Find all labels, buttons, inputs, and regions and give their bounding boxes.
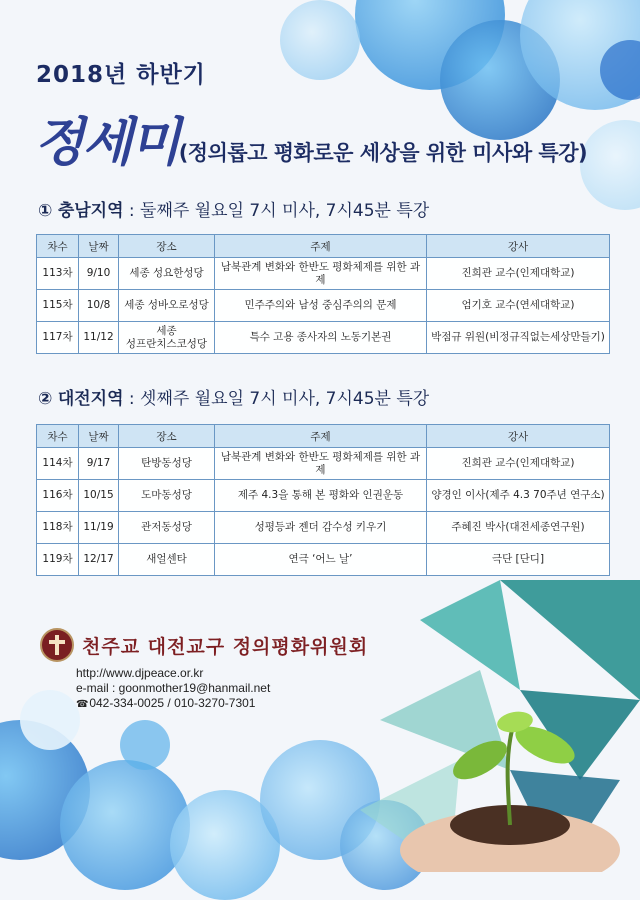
cell-place: 관저동성당 (119, 512, 215, 544)
table-row (37, 322, 610, 354)
column-header-number: 차수 (37, 235, 79, 258)
schedule-table-daejeon (36, 424, 610, 576)
table-header-row (37, 235, 610, 258)
cell-date: 10/15 (79, 480, 119, 512)
bubble-decoration (60, 760, 190, 890)
phone-icon: ☎ (76, 699, 89, 710)
table-row (37, 448, 610, 480)
subtitle: 2018년 하반기 (36, 62, 206, 88)
cell-topic: 연극 ‘어느 날’ (215, 544, 427, 576)
column-header-number: 차수 (37, 425, 79, 448)
column-header-lecturer: 강사 (427, 425, 610, 448)
table-row (37, 544, 610, 576)
cell-place: 세종 성요한성당 (119, 258, 215, 290)
table-row (37, 480, 610, 512)
cell-lecturer: 진희관 교수(인제대학교) (427, 258, 610, 290)
title-block (34, 100, 587, 175)
cell-lecturer: 양경인 이사(제주 4.3 70주년 연구소) (427, 480, 610, 512)
cell-topic: 남북관계 변화와 한반도 평화체제를 위한 과제 (215, 258, 427, 290)
bubble-decoration (20, 690, 80, 750)
table-header-row (37, 425, 610, 448)
cell-date: 11/12 (79, 322, 119, 354)
table-row (37, 290, 610, 322)
cell-place: 세종 성바오로성당 (119, 290, 215, 322)
section-region: 대전지역 (57, 389, 124, 409)
contact-info (76, 666, 270, 712)
organization-name: 천주교 대전교구 정의평화위원회 (82, 635, 369, 658)
bubble-decoration (580, 120, 640, 210)
bubble-decoration (120, 720, 170, 770)
cell-topic: 성평등과 젠더 감수성 키우기 (215, 512, 427, 544)
cell-number: 114차 (37, 448, 79, 480)
bubble-decoration (280, 0, 360, 80)
cell-topic: 특수 고용 종사자의 노동기본권 (215, 322, 427, 354)
phone-line (76, 696, 270, 712)
cell-place: 도마동성당 (119, 480, 215, 512)
cell-topic: 남북관계 변화와 한반도 평화체제를 위한 과제 (215, 448, 427, 480)
page-title: 정세미 (34, 112, 179, 173)
cell-number: 113차 (37, 258, 79, 290)
column-header-place: 장소 (119, 235, 215, 258)
section-number: ② (38, 389, 53, 409)
cell-number: 119차 (37, 544, 79, 576)
cell-topic: 제주 4.3을 통해 본 평화와 인권운동 (215, 480, 427, 512)
cell-date: 9/17 (79, 448, 119, 480)
cell-number: 116차 (37, 480, 79, 512)
cell-place: 탄방동성당 (119, 448, 215, 480)
cell-lecturer: 극단 [단디] (427, 544, 610, 576)
cell-number: 117차 (37, 322, 79, 354)
column-header-topic: 주제 (215, 235, 427, 258)
section-heading-daejeon (38, 384, 429, 409)
column-header-topic: 주제 (215, 425, 427, 448)
cell-place-line: 세종 (156, 324, 177, 337)
seedling-image (400, 700, 640, 872)
phone-numbers: 042-334-0025 / 010-3270-7301 (86, 696, 256, 710)
email-address[interactable]: e-mail : goonmother19@hanmail.net (76, 681, 271, 695)
cell-lecturer: 진희관 교수(인제대학교) (427, 448, 610, 480)
cell-place (119, 322, 215, 354)
cell-date: 9/10 (79, 258, 119, 290)
section-heading-chungnam (38, 196, 429, 221)
organization-block (40, 628, 368, 662)
diocese-emblem-icon (40, 628, 74, 662)
column-header-date: 날짜 (79, 425, 119, 448)
cell-lecturer: 주혜진 박사(대전세종연구원) (427, 512, 610, 544)
cell-lecturer: 박점규 위원(비정규직없는세상만들기) (427, 322, 610, 354)
table-row (37, 258, 610, 290)
cell-date: 10/8 (79, 290, 119, 322)
title-subtitle: (정의롭고 평화로운 세상을 위한 미사와 특강) (178, 141, 588, 165)
cell-topic: 민주주의와 남성 중심주의의 문제 (215, 290, 427, 322)
cell-number: 115차 (37, 290, 79, 322)
cell-place: 새얼센타 (119, 544, 215, 576)
cell-date: 12/17 (79, 544, 119, 576)
cell-date: 11/19 (79, 512, 119, 544)
section-schedule: : 셋째주 월요일 7시 미사, 7시45분 특강 (123, 389, 430, 409)
section-schedule: : 둘째주 월요일 7시 미사, 7시45분 특강 (123, 201, 430, 221)
column-header-date: 날짜 (79, 235, 119, 258)
table-row (37, 512, 610, 544)
cell-lecturer: 엄기호 교수(연세대학교) (427, 290, 610, 322)
schedule-table-chungnam (36, 234, 610, 354)
column-header-lecturer: 강사 (427, 235, 610, 258)
section-number: ① (38, 201, 53, 221)
cell-place-line: 성프란치스코성당 (125, 337, 208, 350)
column-header-place: 장소 (119, 425, 215, 448)
section-region: 충남지역 (57, 201, 124, 221)
website-link[interactable]: http://www.djpeace.or.kr (76, 666, 204, 680)
cell-number: 118차 (37, 512, 79, 544)
